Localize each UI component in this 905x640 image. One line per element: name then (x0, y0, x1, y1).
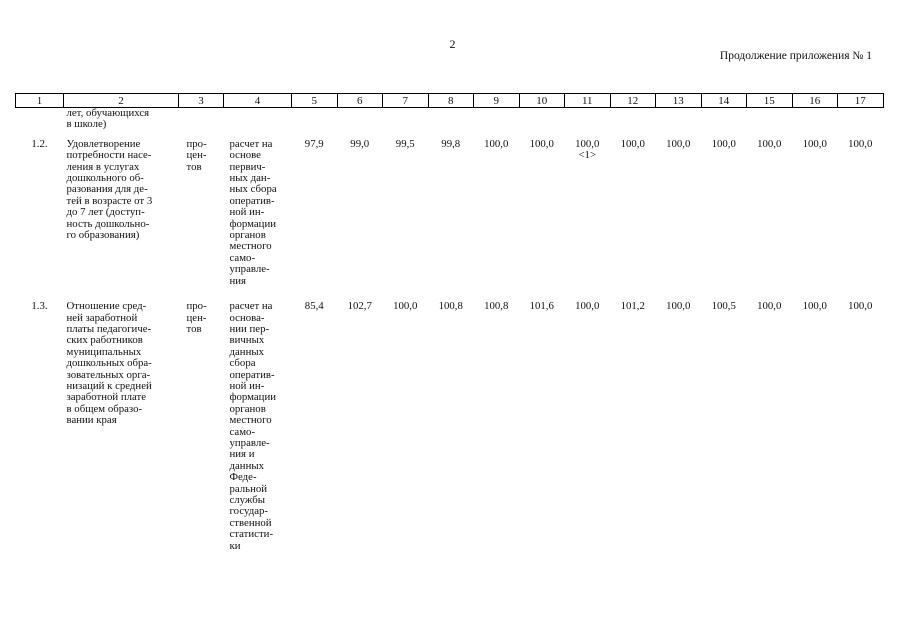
value-cell: 100,8 (484, 300, 509, 313)
value-cell: 100,0 (393, 300, 418, 313)
appendix-caption: Продолжение приложения № 1 (719, 50, 872, 62)
value-cell: 85,4 (304, 300, 324, 313)
column-header-11: 11 (565, 94, 611, 108)
value-cell: 101,2 (620, 300, 645, 313)
indicators-table (15, 93, 884, 558)
column-header-2: 2 (64, 94, 179, 108)
value-cell: 100,0 (620, 137, 645, 150)
column-header-8: 8 (428, 94, 474, 108)
column-header-9: 9 (474, 94, 520, 108)
data-source: расчет на основа- нии пер- вичных данных сбора оператив- ной ин- формации органов местного само- управле- ния и данных Феде- ральной службы государ- ственной статисти- ки (229, 300, 277, 552)
value-cell: 100,0 (575, 300, 600, 313)
column-header-16: 16 (792, 94, 838, 108)
footnote-ref: <1> (578, 149, 597, 162)
value-cell: 99,5 (395, 137, 415, 150)
column-header-10: 10 (519, 94, 565, 108)
column-header-12: 12 (610, 94, 656, 108)
value-cell: 102,7 (347, 300, 372, 313)
value-cell: 100,0 (802, 137, 827, 150)
page-number: 2 (449, 37, 456, 51)
value-cell: 100,8 (438, 300, 463, 313)
indicator-number: 1.3. (31, 300, 48, 313)
continuation-row (16, 108, 884, 131)
value-cell: 100,0 (529, 137, 554, 150)
header-row (16, 94, 884, 108)
value-cell: 100,5 (711, 300, 736, 313)
data-source: расчет на основе первич- ных дан- ных сбора оператив- ной ин- формации органов местного само- управле- ния (229, 137, 277, 287)
continuation-text: лет, обучающихся в школе) (66, 107, 150, 131)
value-cell: 100,0 (802, 300, 827, 313)
indicator-name: Удовлетворение потребности насе- ления в услугах дошкольного об- разования для де- тей в возрасте от 3 до 7 лет (доступ- ность дошкольно- го образования) (66, 137, 153, 242)
value-cell: 100,0 (848, 300, 873, 313)
column-header-6: 6 (337, 94, 383, 108)
value-cell: 99,0 (350, 137, 370, 150)
table-row (16, 293, 884, 558)
column-header-14: 14 (701, 94, 747, 108)
column-header-13: 13 (656, 94, 702, 108)
value-cell: 100,0 (757, 137, 782, 150)
column-header-3: 3 (179, 94, 224, 108)
value-cell: 100,0 (757, 300, 782, 313)
column-header-15: 15 (747, 94, 793, 108)
value-cell: 100,0 (666, 137, 691, 150)
value-cell: 97,9 (304, 137, 324, 150)
value-cell: 100,0 (666, 300, 691, 313)
unit-of-measure: про- цен- тов (186, 300, 207, 335)
indicator-number: 1.2. (31, 137, 48, 150)
column-header-17: 17 (838, 94, 884, 108)
value-cell: 100,0 (848, 137, 873, 150)
value-cell: 100,0 (484, 137, 509, 150)
value-cell: 100,0 <1> (565, 131, 611, 293)
table-row (16, 131, 884, 293)
value-cell: 100,0 (711, 137, 736, 150)
column-header-7: 7 (383, 94, 429, 108)
unit-of-measure: про- цен- тов (186, 137, 207, 173)
column-header-1: 1 (16, 94, 64, 108)
indicator-name: Отношение сред- ней заработной платы педагогиче- ских работников муниципальных дошкольных обра- зовательных орга- низаций к средней заработной плате в общем образо- вании края (66, 300, 152, 427)
value-cell: 99,8 (441, 137, 461, 150)
value-cell: 101,6 (529, 300, 554, 313)
column-header-4: 4 (224, 94, 292, 108)
column-header-5: 5 (292, 94, 338, 108)
